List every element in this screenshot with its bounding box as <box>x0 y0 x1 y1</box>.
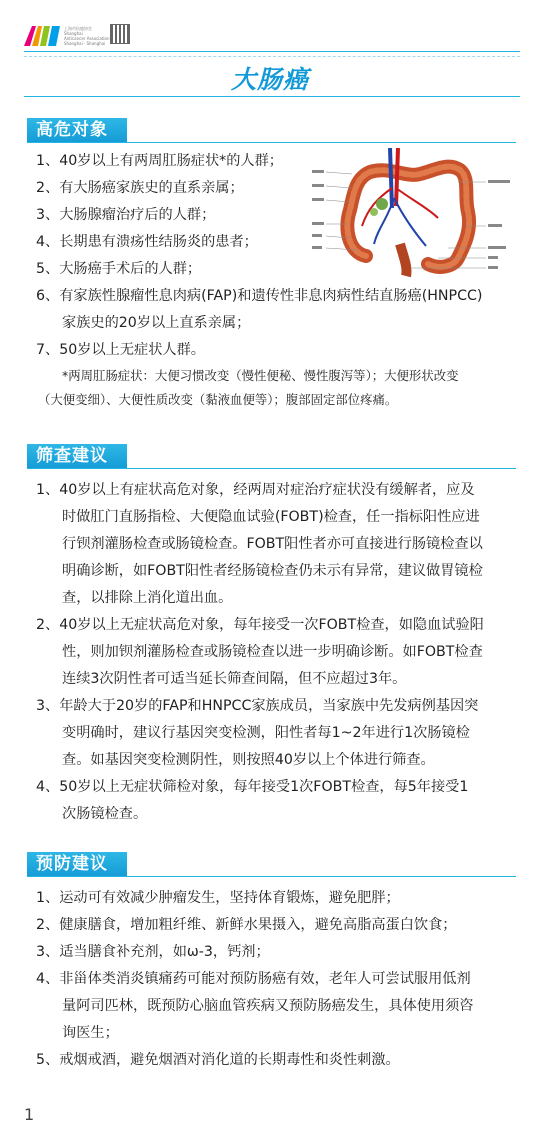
prevention-line: 5、戒烟戒酒，避免烟酒对消化道的长期毒性和炎性刺激。 <box>36 1052 400 1068</box>
screening-line: 变明确时，建议行基因突变检测，阳性者每1~2年进行1次肠镜检 <box>62 725 470 741</box>
screening-line: 4、50岁以上无症状筛检对象，每年接受1次FOBT检查，每5年接受1 <box>36 779 469 795</box>
title-divider <box>24 96 520 97</box>
page-header <box>0 0 540 62</box>
high-risk-item: 7、50岁以上无症状人群。 <box>36 342 205 358</box>
high-risk-item: 4、长期患有溃疡性结肠炎的患者； <box>36 234 258 250</box>
colon-anatomy-illustration <box>308 148 516 278</box>
high-risk-underline <box>27 142 516 143</box>
high-risk-heading: 高危对象 <box>27 118 127 143</box>
prevention-line: 2、健康膳食，增加粗纤维、新鲜水果摄入，避免高脂高蛋白饮食； <box>36 917 457 933</box>
high-risk-item: 5、大肠癌手术后的人群； <box>36 261 202 277</box>
symptom-note: （大便变细）、大便性质改变（黏液血便等）；腹部固定部位疼痛。 <box>38 392 398 407</box>
screening-underline <box>27 468 516 469</box>
screening-line: 行钡剂灌肠检查或肠镜检查。FOBT阳性者亦可直接进行肠镜检查以 <box>62 536 483 552</box>
screening-line: 1、40岁以上有症状高危对象，经两周对症治疗症状没有缓解者，应及 <box>36 482 475 498</box>
association-logo-icon <box>24 24 60 46</box>
high-risk-item: 2、有大肠癌家族史的直系亲属； <box>36 180 244 196</box>
page-number: 1 <box>24 1105 35 1124</box>
prevention-line: 量阿司匹林，既预防心脑血管疾病又预防肠癌发生，具体使用须咨 <box>62 998 474 1014</box>
high-risk-item-continued: 家族史的20岁以上直系亲属； <box>62 315 251 331</box>
prevention-heading: 预防建议 <box>27 852 127 877</box>
prevention-line: 1、运动可有效减少肿瘤发生，坚持体育锻炼，避免肥胖； <box>36 890 400 906</box>
page-title: 大肠癌 <box>230 65 309 94</box>
screening-line: 查。如基因突变检测阴性，则按照40岁以上个体进行筛查。 <box>62 752 435 768</box>
screening-line: 明确诊断，如FOBT阳性者经肠镜检查仍未示有异常，建议做胃镜检 <box>62 563 483 579</box>
screening-line: 查，以排除上消化道出血。 <box>62 590 233 606</box>
high-risk-item: 6、有家族性腺瘤性息肉病(FAP)和遗传性非息肉病性结直肠癌(HNPCC) <box>36 288 483 304</box>
screening-line: 2、40岁以上无症状高危对象，每年接受一次FOBT检查，如隐血试验阳 <box>36 617 484 633</box>
header-dashed-divider <box>24 56 520 57</box>
qr-code-icon <box>110 24 130 44</box>
screening-line: 3、年龄大于20岁的FAP和HNPCC家族成员，当家族中先发病例基因突 <box>36 698 479 714</box>
screening-heading: 筛查建议 <box>27 444 127 469</box>
high-risk-item: 3、大肠腺瘤治疗后的人群； <box>36 207 216 223</box>
prevention-line: 3、适当膳食补充剂，如ω-3，钙剂； <box>36 944 270 960</box>
prevention-underline <box>27 876 516 877</box>
symptom-note: *两周肛肠症状：大便习惯改变（慢性便秘、慢性腹泻等）；大便形状改变 <box>62 368 459 383</box>
header-divider <box>24 51 520 52</box>
high-risk-item: 1、40岁以上有两周肛肠症状*的人群； <box>36 153 283 169</box>
screening-line: 连续3次阴性者可适当延长筛查间隔，但不应超过3年。 <box>62 671 407 687</box>
screening-line: 性，则加钡剂灌肠检查或肠镜检查以进一步明确诊断。如FOBT检查 <box>62 644 483 660</box>
prevention-line: 询医生； <box>62 1025 119 1041</box>
association-name: 上海市抗癌协会 Shanghai Anticancer Association Shanghai · Shanghai <box>64 26 110 46</box>
screening-line: 次肠镜检查。 <box>62 806 148 822</box>
prevention-line: 4、非甾体类消炎镇痛药可能对预防肠癌有效，老年人可尝试服用低剂 <box>36 971 471 987</box>
screening-line: 时做肛门直肠指检、大便隐血试验(FOBT)检查，任一指标阳性应进 <box>62 509 480 525</box>
